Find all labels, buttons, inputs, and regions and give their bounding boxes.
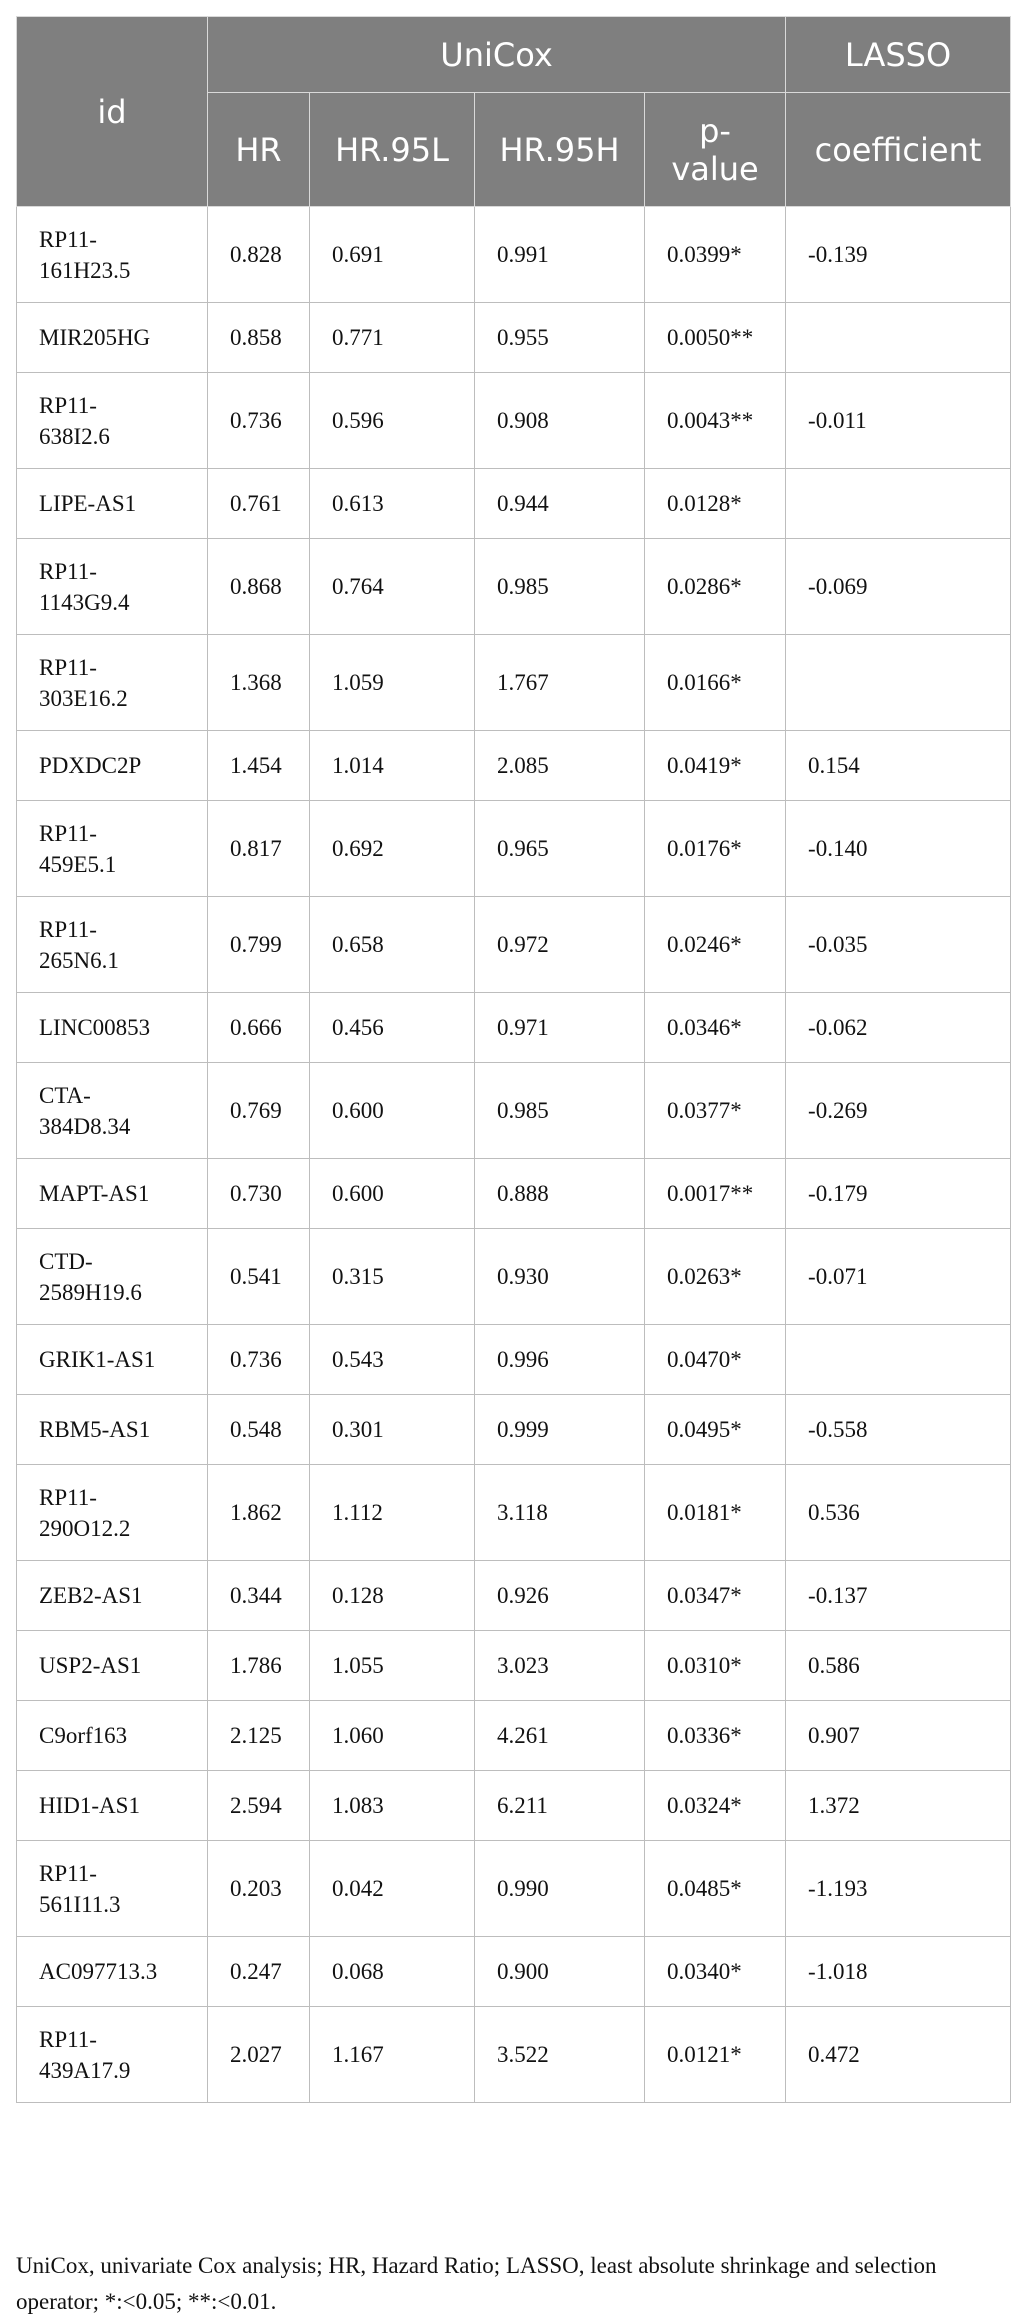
table-row — [17, 1063, 1011, 1159]
gene-id-text: RP11- — [39, 654, 97, 680]
gene-id-text: RP11- — [39, 916, 97, 942]
gene-id-cell — [17, 2007, 208, 2103]
p-value-cell: 0.0347* — [645, 1561, 786, 1631]
hr95l-cell: 0.042 — [310, 1841, 475, 1937]
gene-id-cell — [17, 1937, 208, 2007]
hr95l-cell: 0.315 — [310, 1229, 475, 1325]
hr-cell: 0.666 — [208, 993, 310, 1063]
hr95l-cell: 0.692 — [310, 801, 475, 897]
hr95h-cell: 0.944 — [475, 469, 645, 539]
hr95l-cell: 1.014 — [310, 731, 475, 801]
coefficient-cell: 0.907 — [786, 1701, 1011, 1771]
p-value-cell: 0.0017** — [645, 1159, 786, 1229]
p-value-header-line1: p- — [699, 111, 731, 150]
hr95l-cell: 0.600 — [310, 1159, 475, 1229]
hr95l-cell: 1.083 — [310, 1771, 475, 1841]
hr95h-cell: 0.900 — [475, 1937, 645, 2007]
hr-cell: 0.868 — [208, 539, 310, 635]
coefficient-cell: -0.139 — [786, 207, 1011, 303]
hr95h-cell: 0.999 — [475, 1395, 645, 1465]
hr95l-cell: 1.055 — [310, 1631, 475, 1701]
hr-cell: 0.761 — [208, 469, 310, 539]
gene-id-text: 1143G9.4 — [39, 589, 130, 615]
p-value-cell: 0.0121* — [645, 2007, 786, 2103]
gene-id-cell — [17, 469, 208, 539]
gene-id-text: MIR205HG — [39, 325, 151, 350]
results-table — [16, 16, 1011, 2103]
gene-id-cell — [17, 1841, 208, 1937]
hr-cell: 0.736 — [208, 1325, 310, 1395]
gene-id-cell — [17, 635, 208, 731]
table-row — [17, 731, 1011, 801]
hr95h-cell: 0.985 — [475, 1063, 645, 1159]
p-value-cell: 0.0176* — [645, 801, 786, 897]
gene-id-cell — [17, 539, 208, 635]
hr95h-cell: 3.118 — [475, 1465, 645, 1561]
table-row — [17, 1159, 1011, 1229]
table-row — [17, 1465, 1011, 1561]
table-footnote: UniCox, univariate Cox analysis; HR, Hazard Ratio; LASSO, least absolute shrinkage and selection operator; *:<0.05; **:<0.01. — [16, 2253, 937, 2314]
hr95h-cell: 3.023 — [475, 1631, 645, 1701]
coefficient-cell: -0.071 — [786, 1229, 1011, 1325]
hr95l-cell: 0.771 — [310, 303, 475, 373]
gene-id-cell — [17, 1701, 208, 1771]
table-row — [17, 1229, 1011, 1325]
hr-cell: 0.541 — [208, 1229, 310, 1325]
p-value-cell: 0.0419* — [645, 731, 786, 801]
hr95l-cell: 1.167 — [310, 2007, 475, 2103]
table-row — [17, 303, 1011, 373]
coefficient-cell: -0.269 — [786, 1063, 1011, 1159]
hr-cell: 0.799 — [208, 897, 310, 993]
p-value-cell: 0.0336* — [645, 1701, 786, 1771]
gene-id-cell — [17, 1063, 208, 1159]
table-row — [17, 469, 1011, 539]
gene-id-text: GRIK1-AS1 — [39, 1347, 156, 1372]
coefficient-cell: -0.558 — [786, 1395, 1011, 1465]
table-row — [17, 1561, 1011, 1631]
table-body — [17, 207, 1011, 2103]
gene-id-cell — [17, 897, 208, 993]
gene-id-cell — [17, 1325, 208, 1395]
coefficient-cell: 0.586 — [786, 1631, 1011, 1701]
coefficient-cell: -0.035 — [786, 897, 1011, 993]
hr95h-cell: 1.767 — [475, 635, 645, 731]
gene-id-cell — [17, 1771, 208, 1841]
lasso-group-header: LASSO — [786, 17, 1011, 93]
hr-cell: 0.344 — [208, 1561, 310, 1631]
hr95h-cell: 0.908 — [475, 373, 645, 469]
gene-id-text: PDXDC2P — [39, 753, 142, 778]
gene-id-text: RP11- — [39, 392, 97, 418]
hr95l-column-header: HR.95L — [310, 93, 475, 207]
hr-cell: 1.368 — [208, 635, 310, 731]
hr95l-cell: 0.691 — [310, 207, 475, 303]
table-row — [17, 1841, 1011, 1937]
gene-id-text: 459E5.1 — [39, 851, 117, 877]
gene-id-cell — [17, 1159, 208, 1229]
hr95l-cell: 0.658 — [310, 897, 475, 993]
gene-id-text: RP11- — [39, 558, 97, 584]
coefficient-cell: -0.140 — [786, 801, 1011, 897]
table-row — [17, 1701, 1011, 1771]
hr95h-cell: 0.971 — [475, 993, 645, 1063]
p-value-cell: 0.0128* — [645, 469, 786, 539]
hr-cell: 0.730 — [208, 1159, 310, 1229]
gene-id-text: CTA- — [39, 1082, 91, 1108]
gene-id-text: RP11- — [39, 820, 97, 846]
gene-id-text: RP11- — [39, 1860, 97, 1886]
coefficient-cell: -1.193 — [786, 1841, 1011, 1937]
table-row — [17, 373, 1011, 469]
gene-id-text: 638I2.6 — [39, 423, 110, 449]
table-row — [17, 1771, 1011, 1841]
gene-id-text: 439A17.9 — [39, 2057, 131, 2083]
coefficient-cell — [786, 635, 1011, 731]
hr-cell: 0.247 — [208, 1937, 310, 2007]
id-column-header: id — [17, 17, 208, 207]
gene-id-cell — [17, 731, 208, 801]
coefficient-cell: -0.062 — [786, 993, 1011, 1063]
gene-id-text: LIPE-AS1 — [39, 491, 137, 516]
table-row — [17, 1325, 1011, 1395]
gene-id-text: RP11- — [39, 226, 97, 252]
gene-id-text: AC097713.3 — [39, 1959, 158, 1984]
gene-id-text: 265N6.1 — [39, 947, 119, 973]
hr95l-cell: 0.764 — [310, 539, 475, 635]
p-value-cell: 0.0377* — [645, 1063, 786, 1159]
p-value-cell: 0.0310* — [645, 1631, 786, 1701]
gene-id-text: 2589H19.6 — [39, 1279, 142, 1305]
coefficient-cell — [786, 303, 1011, 373]
hr95h-cell: 0.996 — [475, 1325, 645, 1395]
hr95h-cell: 0.955 — [475, 303, 645, 373]
hr95h-cell: 0.926 — [475, 1561, 645, 1631]
hr-cell: 0.817 — [208, 801, 310, 897]
gene-id-text: USP2-AS1 — [39, 1653, 142, 1678]
hr-cell: 0.203 — [208, 1841, 310, 1937]
gene-id-cell — [17, 993, 208, 1063]
hr95h-cell: 0.888 — [475, 1159, 645, 1229]
hr-cell: 0.548 — [208, 1395, 310, 1465]
gene-id-cell — [17, 303, 208, 373]
p-value-cell: 0.0346* — [645, 993, 786, 1063]
hr95l-cell: 0.543 — [310, 1325, 475, 1395]
gene-id-cell — [17, 1465, 208, 1561]
gene-id-text: C9orf163 — [39, 1723, 128, 1748]
gene-id-cell — [17, 801, 208, 897]
hr95l-cell: 0.068 — [310, 1937, 475, 2007]
hr-cell: 1.454 — [208, 731, 310, 801]
p-value-cell: 0.0340* — [645, 1937, 786, 2007]
gene-id-text: ZEB2-AS1 — [39, 1583, 143, 1608]
hr95h-cell: 0.930 — [475, 1229, 645, 1325]
hr95l-cell: 0.301 — [310, 1395, 475, 1465]
hr95l-cell: 0.128 — [310, 1561, 475, 1631]
hr95l-cell: 0.456 — [310, 993, 475, 1063]
gene-id-text: RBM5-AS1 — [39, 1417, 151, 1442]
coefficient-column-header: coefficient — [786, 93, 1011, 207]
hr95h-cell: 3.522 — [475, 2007, 645, 2103]
gene-id-text: CTD- — [39, 1248, 93, 1274]
p-value-cell: 0.0399* — [645, 207, 786, 303]
p-value-cell: 0.0246* — [645, 897, 786, 993]
hr-cell: 1.786 — [208, 1631, 310, 1701]
gene-id-text: LINC00853 — [39, 1015, 151, 1040]
hr95h-column-header: HR.95H — [475, 93, 645, 207]
hr-cell: 0.769 — [208, 1063, 310, 1159]
p-value-cell: 0.0485* — [645, 1841, 786, 1937]
hr95h-cell: 0.991 — [475, 207, 645, 303]
hr95l-cell: 0.600 — [310, 1063, 475, 1159]
gene-id-text: RP11- — [39, 2026, 97, 2052]
table-row — [17, 993, 1011, 1063]
coefficient-cell — [786, 1325, 1011, 1395]
table-header — [17, 17, 1011, 207]
coefficient-cell: -1.018 — [786, 1937, 1011, 2007]
hr95h-cell: 2.085 — [475, 731, 645, 801]
coefficient-cell: 0.536 — [786, 1465, 1011, 1561]
p-value-header-line2: value — [671, 149, 759, 188]
hr95l-cell: 0.613 — [310, 469, 475, 539]
hr-cell: 2.594 — [208, 1771, 310, 1841]
hr-cell: 2.125 — [208, 1701, 310, 1771]
p-value-cell: 0.0324* — [645, 1771, 786, 1841]
coefficient-cell: -0.179 — [786, 1159, 1011, 1229]
gene-id-text: 290O12.2 — [39, 1515, 131, 1541]
table-row — [17, 2007, 1011, 2103]
gene-id-text: MAPT-AS1 — [39, 1181, 150, 1206]
gene-id-text: HID1-AS1 — [39, 1793, 140, 1818]
coefficient-cell: 0.154 — [786, 731, 1011, 801]
p-value-cell: 0.0286* — [645, 539, 786, 635]
gene-id-cell — [17, 1229, 208, 1325]
hr-cell: 0.858 — [208, 303, 310, 373]
table-row — [17, 207, 1011, 303]
hr-cell: 2.027 — [208, 2007, 310, 2103]
gene-id-cell — [17, 373, 208, 469]
gene-id-cell — [17, 207, 208, 303]
coefficient-cell: -0.011 — [786, 373, 1011, 469]
hr-cell: 0.828 — [208, 207, 310, 303]
p-value-cell: 0.0263* — [645, 1229, 786, 1325]
hr95h-cell: 0.965 — [475, 801, 645, 897]
hr95l-cell: 1.059 — [310, 635, 475, 731]
hr95l-cell: 0.596 — [310, 373, 475, 469]
hr95l-cell: 1.060 — [310, 1701, 475, 1771]
table-row — [17, 1937, 1011, 2007]
hr-cell: 0.736 — [208, 373, 310, 469]
hr95l-cell: 1.112 — [310, 1465, 475, 1561]
gene-id-text: 303E16.2 — [39, 685, 128, 711]
hr95h-cell: 0.990 — [475, 1841, 645, 1937]
table-row — [17, 635, 1011, 731]
gene-id-text: RP11- — [39, 1484, 97, 1510]
coefficient-cell: -0.137 — [786, 1561, 1011, 1631]
coefficient-cell — [786, 469, 1011, 539]
table-row — [17, 801, 1011, 897]
coefficient-cell: -0.069 — [786, 539, 1011, 635]
gene-id-cell — [17, 1561, 208, 1631]
p-value-cell: 0.0495* — [645, 1395, 786, 1465]
p-value-cell: 0.0043** — [645, 373, 786, 469]
gene-id-text: 384D8.34 — [39, 1113, 131, 1139]
hr-column-header: HR — [208, 93, 310, 207]
table-row — [17, 1631, 1011, 1701]
p-value-cell: 0.0470* — [645, 1325, 786, 1395]
table-row — [17, 1395, 1011, 1465]
hr-cell: 1.862 — [208, 1465, 310, 1561]
results-table-container — [16, 16, 1010, 2103]
coefficient-cell: 1.372 — [786, 1771, 1011, 1841]
table-row — [17, 539, 1011, 635]
gene-id-cell — [17, 1631, 208, 1701]
p-value-cell: 0.0181* — [645, 1465, 786, 1561]
gene-id-text: 561I11.3 — [39, 1891, 121, 1917]
hr95h-cell: 6.211 — [475, 1771, 645, 1841]
hr95h-cell: 0.972 — [475, 897, 645, 993]
p-value-column-header — [645, 93, 786, 207]
unicox-group-header: UniCox — [208, 17, 786, 93]
hr95h-cell: 0.985 — [475, 539, 645, 635]
gene-id-cell — [17, 1395, 208, 1465]
table-row — [17, 897, 1011, 993]
coefficient-cell: 0.472 — [786, 2007, 1011, 2103]
gene-id-text: 161H23.5 — [39, 257, 131, 283]
hr95h-cell: 4.261 — [475, 1701, 645, 1771]
p-value-cell: 0.0050** — [645, 303, 786, 373]
p-value-cell: 0.0166* — [645, 635, 786, 731]
